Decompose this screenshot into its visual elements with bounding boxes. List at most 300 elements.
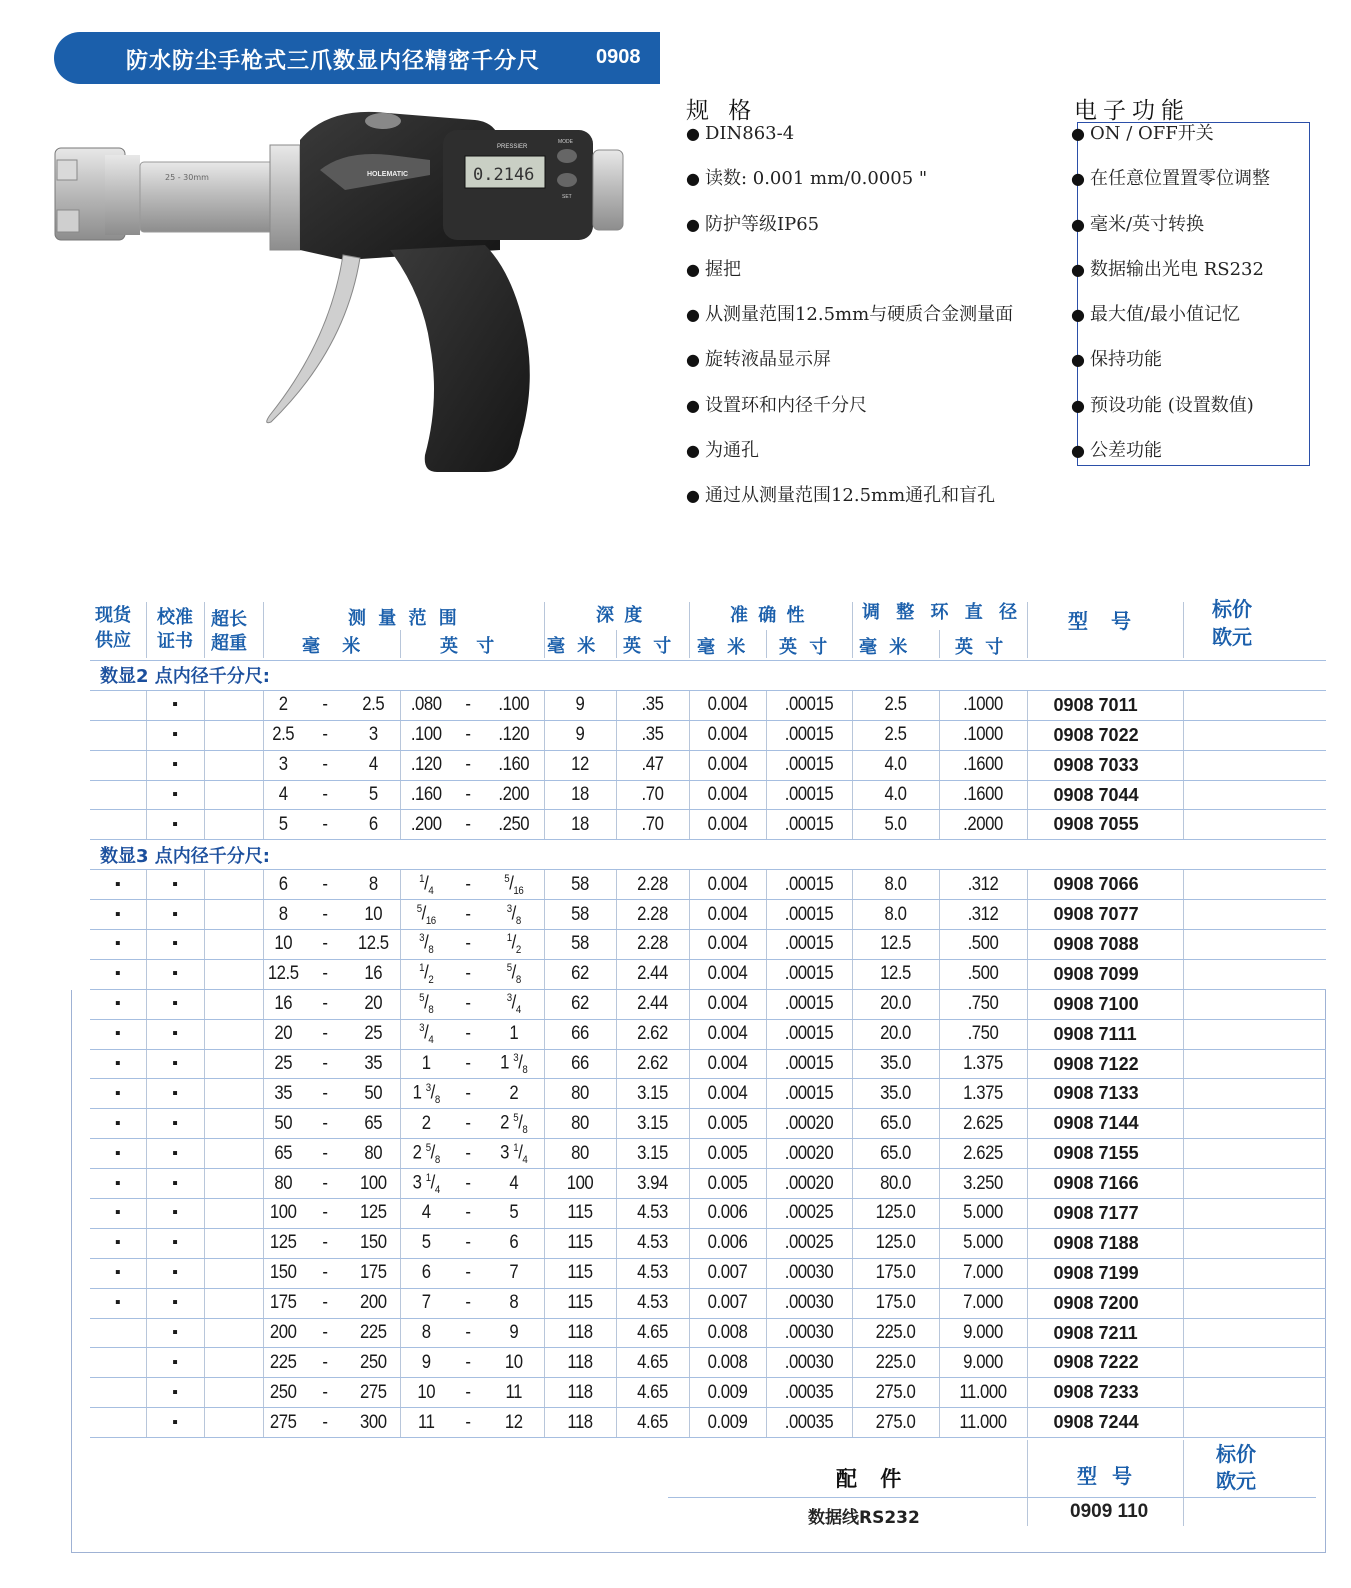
accuracy-mm: 0.004 [694, 1019, 762, 1049]
range-mm-to: 275 [350, 1378, 397, 1408]
ring-in: .1000 [944, 720, 1021, 750]
range-in-from: .120 [403, 750, 449, 780]
cert-mark: ▪ [146, 1348, 204, 1378]
long-mark [204, 780, 263, 810]
range-mm-to: 125 [350, 1199, 397, 1229]
range-mm-to: 65 [350, 1109, 397, 1139]
model-code: 0908 7033 [1027, 750, 1183, 780]
range-mm-dash: - [306, 989, 345, 1019]
depth-mm: 115 [548, 1258, 611, 1288]
range-mm-from: 5 [265, 810, 300, 840]
hdr-ring: 调 整 环 直 径 [862, 602, 1023, 623]
cert-mark: ▪ [146, 930, 204, 960]
stock-mark [90, 750, 146, 780]
range-mm-to: 20 [350, 989, 397, 1019]
range-in-from: 2 [403, 1109, 449, 1139]
depth-mm: 115 [548, 1228, 611, 1258]
table-row [90, 1288, 1326, 1318]
price-cell [1183, 720, 1326, 750]
range-in-dash: - [454, 959, 482, 989]
long-mark [204, 1408, 263, 1438]
table-row [90, 690, 1326, 720]
price-cell [1183, 1408, 1326, 1438]
ring-in: 11.000 [944, 1408, 1021, 1438]
long-mark [204, 1079, 263, 1109]
model-code: 0908 7044 [1027, 780, 1183, 810]
long-mark [204, 1228, 263, 1258]
range-mm-from: 3 [265, 750, 300, 780]
stock-mark: ▪ [90, 1288, 146, 1318]
table-row [90, 1049, 1326, 1079]
accuracy-in: .00030 [771, 1258, 847, 1288]
depth-mm: 58 [548, 900, 611, 930]
accuracy-in: .00015 [771, 750, 847, 780]
ring-in: .750 [944, 989, 1021, 1019]
hdr-ring-mm: 毫 米 [859, 637, 911, 658]
range-mm-dash: - [306, 690, 345, 720]
depth-mm: 118 [548, 1378, 611, 1408]
cert-mark: ▪ [146, 720, 204, 750]
model-code: 0908 7077 [1027, 900, 1183, 930]
range-mm-from: 125 [265, 1228, 300, 1258]
range-mm-from: 6 [265, 870, 300, 900]
ring-mm: 4.0 [857, 780, 934, 810]
ring-mm: 275.0 [857, 1378, 934, 1408]
depth-in: 4.65 [620, 1408, 684, 1438]
accuracy-mm: 0.005 [694, 1139, 762, 1169]
long-mark [204, 989, 263, 1019]
depth-in: 2.44 [620, 989, 684, 1019]
accuracy-mm: 0.004 [694, 810, 762, 840]
range-in-to: 12 [488, 1408, 541, 1438]
electronics-item: ● 预设功能 (设置数值) [1071, 393, 1270, 438]
stock-mark: ▪ [90, 1199, 146, 1229]
range-in-dash: - [454, 810, 482, 840]
hdr-price-1: 标价 [1212, 597, 1252, 621]
model-code: 0908 7200 [1027, 1288, 1183, 1318]
range-in-from: $^5/_8$ [403, 989, 449, 1019]
table-row [90, 1079, 1326, 1109]
ring-mm: 12.5 [857, 959, 934, 989]
model-code: 0908 7066 [1027, 870, 1183, 900]
range-in-to: .160 [488, 750, 541, 780]
ring-mm: 225.0 [857, 1348, 934, 1378]
electronics-item: ● 数据输出光电 RS232 [1071, 257, 1270, 302]
electronics-item: ● 最大值/最小值记忆 [1071, 302, 1270, 347]
range-in-to: 1 [488, 1019, 541, 1049]
cert-mark: ▪ [146, 1228, 204, 1258]
mode-label: MODE [558, 139, 573, 145]
range-mm-from: 175 [265, 1288, 300, 1318]
depth-in: 2.62 [620, 1049, 684, 1079]
hdr-depth-mm: 毫 米 [547, 636, 599, 657]
accessories-price-1: 标价 [1216, 1442, 1256, 1466]
long-mark [204, 1139, 263, 1169]
ring-in: 11.000 [944, 1378, 1021, 1408]
hdr-long-1: 超长 [211, 609, 247, 630]
accuracy-mm: 0.004 [694, 930, 762, 960]
depth-in: 3.94 [620, 1169, 684, 1199]
range-in-to: .250 [488, 810, 541, 840]
range-in-from: $^3/_4$ [403, 1019, 449, 1049]
range-in-from: 5 [403, 1228, 449, 1258]
depth-in: 3.15 [620, 1079, 684, 1109]
range-in-to: 5 [488, 1199, 541, 1229]
table-row [90, 1378, 1326, 1408]
depth-in: 3.15 [620, 1109, 684, 1139]
long-mark [204, 1019, 263, 1049]
hdr-depth-inch: 英 寸 [623, 636, 675, 657]
accuracy-mm: 0.008 [694, 1318, 762, 1348]
range-in-from: .160 [403, 780, 449, 810]
range-mm-to: 25 [350, 1019, 397, 1049]
cert-mark: ▪ [146, 959, 204, 989]
accessory-code: 0909 110 [1070, 1501, 1149, 1522]
depth-in: 4.65 [620, 1378, 684, 1408]
range-mm-from: 16 [265, 989, 300, 1019]
depth-mm: 62 [548, 989, 611, 1019]
range-mm-from: 150 [265, 1258, 300, 1288]
specs-title: 规 格 [686, 98, 758, 124]
accuracy-mm: 0.004 [694, 720, 762, 750]
electronics-item: ● 保持功能 [1071, 347, 1270, 392]
table-row [90, 1109, 1326, 1139]
ring-mm: 125.0 [857, 1199, 934, 1229]
accuracy-in: .00020 [771, 1109, 847, 1139]
model-code: 0908 7011 [1027, 690, 1183, 720]
accuracy-in: .00015 [771, 870, 847, 900]
range-in-dash: - [454, 1139, 482, 1169]
price-cell [1183, 1109, 1326, 1139]
depth-mm: 80 [548, 1079, 611, 1109]
section-row [90, 661, 1326, 690]
cert-mark: ▪ [146, 810, 204, 840]
range-mm-dash: - [306, 1049, 345, 1079]
banner-code: 0908 [596, 46, 641, 68]
range-in-to: .120 [488, 720, 541, 750]
range-mm-to: 8 [350, 870, 397, 900]
hdr-range: 测 量 范 围 [348, 608, 460, 629]
range-mm-dash: - [306, 1258, 345, 1288]
hdr-cert-1: 校准 [157, 607, 193, 628]
range-in-dash: - [454, 1318, 482, 1348]
cert-mark: ▪ [146, 1049, 204, 1079]
range-mm-dash: - [306, 1139, 345, 1169]
table-row [90, 959, 1326, 989]
range-in-from: $^3/_8$ [403, 930, 449, 960]
range-mm-from: 8 [265, 900, 300, 930]
range-mm-from: 200 [265, 1318, 300, 1348]
depth-in: 4.53 [620, 1288, 684, 1318]
range-in-to: $^1/_2$ [488, 930, 541, 960]
price-cell [1183, 780, 1326, 810]
cert-mark: ▪ [146, 1169, 204, 1199]
range-mm-to: 6 [350, 810, 397, 840]
accuracy-mm: 0.006 [694, 1228, 762, 1258]
depth-mm: 58 [548, 870, 611, 900]
range-mm-to: 3 [350, 720, 397, 750]
electronics-item: ● ON / OFF开关 [1071, 121, 1270, 166]
table-row [90, 780, 1326, 810]
depth-in: 2.28 [620, 900, 684, 930]
cert-mark: ▪ [146, 1079, 204, 1109]
range-in-from: .100 [403, 720, 449, 750]
range-mm-dash: - [306, 780, 345, 810]
range-in-from: 7 [403, 1288, 449, 1318]
model-code: 0908 7122 [1027, 1049, 1183, 1079]
range-in-from: 3 $^1/_4$ [403, 1169, 449, 1199]
range-in-dash: - [454, 1019, 482, 1049]
range-mm-dash: - [306, 1228, 345, 1258]
spec-item: ● 为通孔 [686, 438, 1013, 483]
accuracy-mm: 0.004 [694, 900, 762, 930]
table-row [90, 1348, 1326, 1378]
model-code: 0908 7133 [1027, 1079, 1183, 1109]
range-mm-to: 100 [350, 1169, 397, 1199]
depth-mm: 115 [548, 1288, 611, 1318]
accuracy-mm: 0.006 [694, 1199, 762, 1229]
range-in-dash: - [454, 930, 482, 960]
electronics-item: ● 在任意位置置零位调整 [1071, 166, 1270, 211]
range-in-dash: - [454, 1109, 482, 1139]
range-mm-dash: - [306, 750, 345, 780]
accuracy-in: .00020 [771, 1139, 847, 1169]
price-cell [1183, 1019, 1326, 1049]
range-mm-to: 10 [350, 900, 397, 930]
long-mark [204, 690, 263, 720]
accuracy-in: .00025 [771, 1199, 847, 1229]
range-mm-to: 12.5 [350, 930, 397, 960]
stock-mark: ▪ [90, 1169, 146, 1199]
table-row [90, 1139, 1326, 1169]
price-cell [1183, 690, 1326, 720]
long-mark [204, 1109, 263, 1139]
spec-item: ● 读数: 0.001 mm/0.0005 " [686, 166, 1013, 211]
ring-mm: 20.0 [857, 989, 934, 1019]
spec-item: ● 通过从测量范围12.5mm通孔和盲孔 [686, 483, 1013, 528]
accuracy-in: .00030 [771, 1318, 847, 1348]
hdr-ring-inch: 英 寸 [955, 637, 1007, 658]
table-row [90, 989, 1326, 1019]
section-title: 数显3 点内径千分尺: [90, 840, 1326, 870]
ring-mm: 35.0 [857, 1049, 934, 1079]
range-in-dash: - [454, 1288, 482, 1318]
ring-mm: 175.0 [857, 1288, 934, 1318]
depth-mm: 80 [548, 1139, 611, 1169]
range-in-from: $^5/_{16}$ [403, 900, 449, 930]
range-in-dash: - [454, 1079, 482, 1109]
electronics-item: ● 公差功能 [1071, 438, 1270, 483]
model-code: 0908 7144 [1027, 1109, 1183, 1139]
range-mm-from: 35 [265, 1079, 300, 1109]
table-row [90, 1169, 1326, 1199]
model-code: 0908 7244 [1027, 1408, 1183, 1438]
ring-mm: 20.0 [857, 1019, 934, 1049]
price-cell [1183, 989, 1326, 1019]
range-in-dash: - [454, 780, 482, 810]
stock-mark [90, 780, 146, 810]
depth-in: .35 [620, 690, 684, 720]
range-mm-dash: - [306, 1199, 345, 1229]
electronics-list [1071, 121, 1270, 483]
ring-mm: 2.5 [857, 720, 934, 750]
ring-in: .500 [944, 959, 1021, 989]
range-in-dash: - [454, 1228, 482, 1258]
depth-in: .47 [620, 750, 684, 780]
cert-mark: ▪ [146, 1199, 204, 1229]
range-in-to: 1 $^3/_8$ [488, 1049, 541, 1079]
range-mm-from: 2.5 [265, 720, 300, 750]
range-mm-from: 10 [265, 930, 300, 960]
accuracy-in: .00015 [771, 900, 847, 930]
range-in-from: 11 [403, 1408, 449, 1438]
range-mm-from: 275 [265, 1408, 300, 1438]
depth-mm: 18 [548, 810, 611, 840]
range-mm-to: 300 [350, 1408, 397, 1438]
range-mm-to: 250 [350, 1348, 397, 1378]
range-mm-dash: - [306, 720, 345, 750]
ring-in: 7.000 [944, 1258, 1021, 1288]
ring-in: .750 [944, 1019, 1021, 1049]
range-mm-from: 225 [265, 1348, 300, 1378]
long-mark [204, 1049, 263, 1079]
accuracy-mm: 0.004 [694, 750, 762, 780]
ring-mm: 65.0 [857, 1139, 934, 1169]
accuracy-mm: 0.004 [694, 780, 762, 810]
cert-mark: ▪ [146, 1318, 204, 1348]
range-mm-from: 2 [265, 690, 300, 720]
range-in-to: .200 [488, 780, 541, 810]
stock-mark: ▪ [90, 900, 146, 930]
table-row [90, 720, 1326, 750]
range-mm-dash: - [306, 1318, 345, 1348]
range-in-dash: - [454, 900, 482, 930]
stock-mark: ▪ [90, 1109, 146, 1139]
model-code: 0908 7222 [1027, 1348, 1183, 1378]
model-code: 0908 7111 [1027, 1019, 1183, 1049]
depth-in: .70 [620, 780, 684, 810]
range-mm-from: 80 [265, 1169, 300, 1199]
range-in-from: 2 $^5/_8$ [403, 1139, 449, 1169]
range-mm-dash: - [306, 900, 345, 930]
depth-mm: 12 [548, 750, 611, 780]
spec-item: ● 旋转液晶显示屏 [686, 347, 1013, 392]
section-title: 数显2 点内径千分尺: [90, 661, 1326, 690]
hdr-accuracy-mm: 毫 米 [697, 637, 749, 658]
range-in-from: 9 [403, 1348, 449, 1378]
ring-in: .2000 [944, 810, 1021, 840]
range-mm-dash: - [306, 870, 345, 900]
range-mm-to: 4 [350, 750, 397, 780]
ring-mm: 12.5 [857, 930, 934, 960]
range-in-to: 2 [488, 1079, 541, 1109]
cert-mark: ▪ [146, 989, 204, 1019]
cert-mark: ▪ [146, 900, 204, 930]
ring-mm: 4.0 [857, 750, 934, 780]
accuracy-in: .00015 [771, 1049, 847, 1079]
long-mark [204, 1318, 263, 1348]
stock-mark: ▪ [90, 1258, 146, 1288]
range-mm-to: 150 [350, 1228, 397, 1258]
ring-mm: 225.0 [857, 1318, 934, 1348]
range-mm-dash: - [306, 1079, 345, 1109]
model-code: 0908 7233 [1027, 1378, 1183, 1408]
range-in-dash: - [454, 750, 482, 780]
specs-list [686, 121, 1013, 529]
range-in-from: $^1/_4$ [403, 870, 449, 900]
range-in-dash: - [454, 870, 482, 900]
range-mm-from: 12.5 [265, 959, 300, 989]
banner-title: 防水防尘手枪式三爪数显内径精密千分尺 [126, 49, 541, 74]
accessory-item: 数据线RS232 [808, 1508, 920, 1528]
accuracy-in: .00015 [771, 989, 847, 1019]
set-label: SET [562, 194, 572, 200]
range-mm-to: 5 [350, 780, 397, 810]
price-cell [1183, 1169, 1326, 1199]
range-in-to: 6 [488, 1228, 541, 1258]
table-row [90, 1228, 1326, 1258]
accuracy-in: .00015 [771, 1019, 847, 1049]
range-in-to: $^3/_4$ [488, 989, 541, 1019]
range-mm-to: 175 [350, 1258, 397, 1288]
lcd-reading: 0.2146 [473, 165, 535, 185]
long-mark [204, 1348, 263, 1378]
depth-in: 4.65 [620, 1348, 684, 1378]
range-in-to: 4 [488, 1169, 541, 1199]
hdr-price-2: 欧元 [1212, 625, 1252, 649]
depth-mm: 9 [548, 690, 611, 720]
range-in-to: $^3/_8$ [488, 900, 541, 930]
table-row [90, 750, 1326, 780]
product-image [45, 100, 645, 485]
range-mm-from: 65 [265, 1139, 300, 1169]
model-code: 0908 7155 [1027, 1139, 1183, 1169]
range-in-from: 4 [403, 1199, 449, 1229]
spec-table [90, 661, 1326, 1438]
model-code: 0908 7199 [1027, 1258, 1183, 1288]
model-code: 0908 7166 [1027, 1169, 1183, 1199]
electronics-title: 电子功能 [1074, 98, 1190, 124]
range-mm-from: 4 [265, 780, 300, 810]
model-code: 0908 7177 [1027, 1199, 1183, 1229]
table-row [90, 1019, 1326, 1049]
spec-item: ● 从测量范围12.5mm与硬质合金测量面 [686, 302, 1013, 347]
price-cell [1183, 1378, 1326, 1408]
table-row [90, 1258, 1326, 1288]
accessories-price-2: 欧元 [1216, 1469, 1256, 1493]
range-mm-from: 20 [265, 1019, 300, 1049]
range-in-dash: - [454, 690, 482, 720]
accuracy-in: .00015 [771, 690, 847, 720]
ring-in: 1.375 [944, 1049, 1021, 1079]
accuracy-in: .00015 [771, 720, 847, 750]
cert-mark: ▪ [146, 1378, 204, 1408]
stock-mark [90, 1348, 146, 1378]
ring-in: .1600 [944, 750, 1021, 780]
price-cell [1183, 1199, 1326, 1229]
electronics-item: ● 毫米/英寸转换 [1071, 212, 1270, 257]
range-in-to: 8 [488, 1288, 541, 1318]
ring-mm: 125.0 [857, 1228, 934, 1258]
range-mm-from: 25 [265, 1049, 300, 1079]
depth-mm: 18 [548, 780, 611, 810]
cert-mark: ▪ [146, 690, 204, 720]
range-in-from: 10 [403, 1378, 449, 1408]
depth-mm: 100 [548, 1169, 611, 1199]
range-mm-from: 100 [265, 1199, 300, 1229]
brand2-label: PRESSIER [497, 144, 528, 150]
stock-mark: ▪ [90, 870, 146, 900]
